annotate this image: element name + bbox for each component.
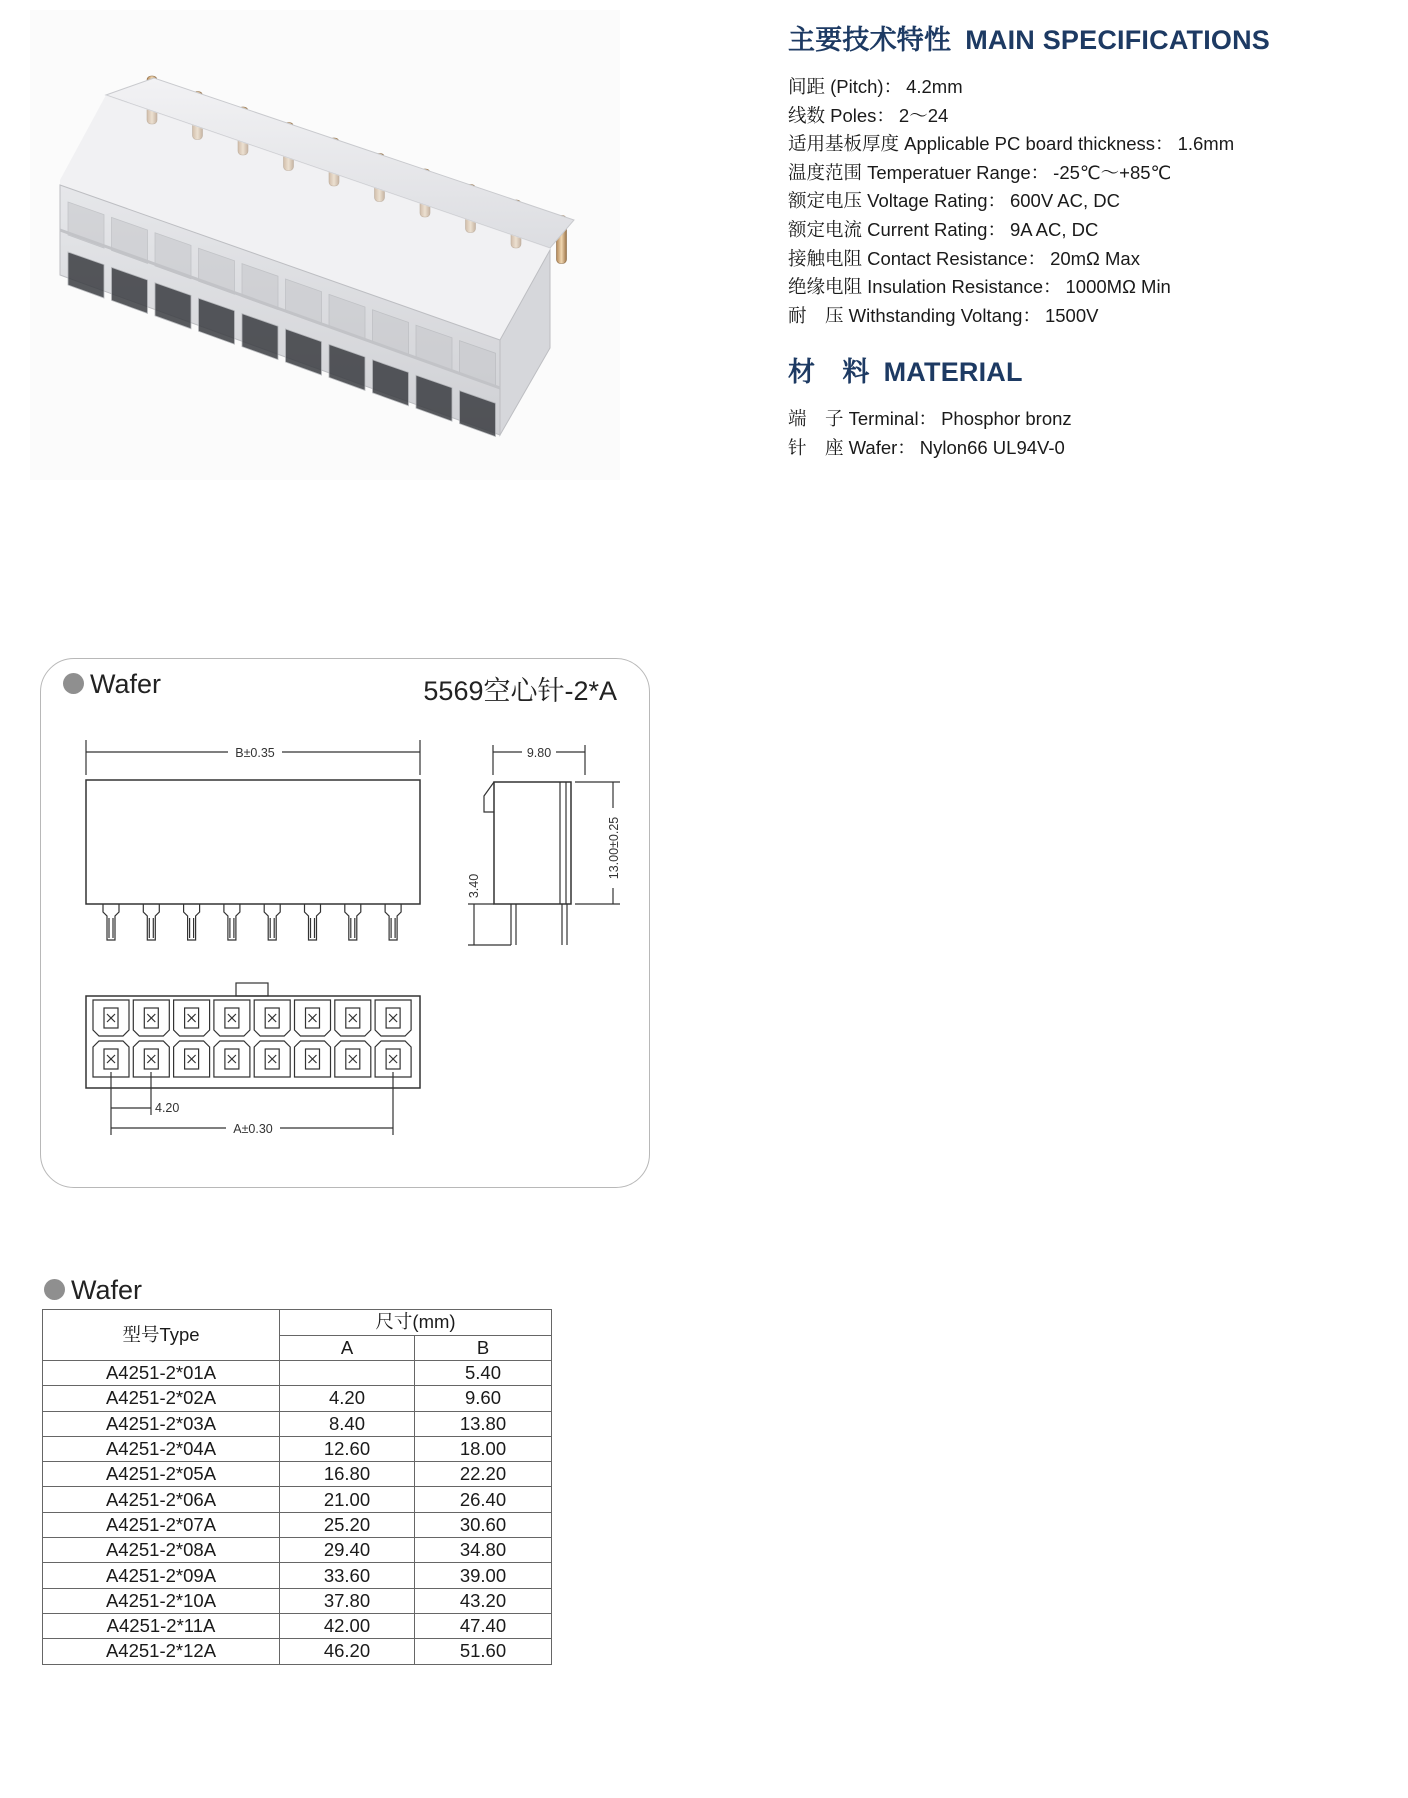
drawing-heading: Wafer bbox=[63, 669, 161, 700]
specifications-title-en: MAIN SPECIFICATIONS bbox=[965, 25, 1271, 55]
dimension-a: A±0.30 bbox=[233, 1122, 273, 1136]
spec-contact-resistance: 接触电阻 Contact Resistance： 20mΩ Max bbox=[788, 247, 1140, 269]
material-wafer: 针 座 Wafer： Nylon66 UL94V-0 bbox=[788, 436, 1065, 458]
header-a: A bbox=[280, 1335, 415, 1361]
table-row: A4251-2*03A 8.40 13.80 bbox=[43, 1411, 552, 1436]
table-row: A4251-2*04A 12.60 18.00 bbox=[43, 1436, 552, 1461]
material-list bbox=[788, 405, 1072, 462]
specifications-title-cn: 主要技术特性 bbox=[788, 25, 952, 55]
size-table bbox=[42, 1309, 552, 1665]
dimension-pitch: 4.20 bbox=[155, 1101, 180, 1115]
material-title bbox=[788, 350, 1023, 389]
table-row: A4251-2*01A 5.40 bbox=[43, 1361, 552, 1386]
drawing-panel bbox=[40, 658, 650, 1188]
table-row: A4251-2*08A 29.40 34.80 bbox=[43, 1538, 552, 1563]
table-row: A4251-2*07A 25.20 30.60 bbox=[43, 1512, 552, 1537]
table-heading: Wafer bbox=[44, 1275, 142, 1306]
bullet-icon bbox=[63, 673, 84, 694]
table-header-row bbox=[43, 1310, 552, 1336]
specifications-title bbox=[788, 18, 1270, 57]
material-terminal: 端 子 Terminal： Phosphor bronz bbox=[788, 408, 1072, 429]
drawing-model: 5569空心针-2*A bbox=[423, 676, 617, 706]
dimension-height: 13.00±0.25 bbox=[607, 816, 621, 880]
connector-photo bbox=[30, 10, 620, 540]
spec-temperature: 温度范围 Temperatuer Range： -25℃～+85℃ bbox=[788, 161, 1172, 183]
header-b: B bbox=[415, 1335, 552, 1361]
table-row: A4251-2*09A 33.60 39.00 bbox=[43, 1563, 552, 1588]
table-row: A4251-2*02A 4.20 9.60 bbox=[43, 1386, 552, 1411]
spec-poles: 线数 Poles： 2～24 bbox=[788, 104, 949, 126]
spec-pitch: 间距 (Pitch)： 4.2mm bbox=[788, 76, 963, 97]
dimension-side-width: 9.80 bbox=[526, 746, 552, 760]
header-size: 尺寸(mm) bbox=[280, 1310, 552, 1336]
spec-withstanding-voltage: 耐 压 Withstanding Voltang： 1500V bbox=[788, 304, 1099, 326]
table-row: A4251-2*05A 16.80 22.20 bbox=[43, 1462, 552, 1487]
spec-insulation-resistance: 绝缘电阻 Insulation Resistance： 1000MΩ Min bbox=[788, 276, 1171, 298]
table-row: A4251-2*12A 46.20 51.60 bbox=[43, 1639, 552, 1664]
table-row: A4251-2*11A 42.00 47.40 bbox=[43, 1613, 552, 1638]
spec-board-thickness: 适用基板厚度 Applicable PC board thickness： 1.6mm bbox=[788, 133, 1235, 155]
dimension-pin-length: 3.40 bbox=[467, 873, 481, 899]
bullet-icon bbox=[44, 1279, 65, 1300]
spec-current: 额定电流 Current Rating： 9A AC, DC bbox=[788, 218, 1099, 240]
dimension-b: B±0.35 bbox=[235, 746, 275, 760]
specifications-list bbox=[788, 73, 1234, 330]
table-row: A4251-2*10A 37.80 43.20 bbox=[43, 1588, 552, 1613]
spec-voltage: 额定电压 Voltage Rating： 600V AC, DC bbox=[788, 190, 1121, 212]
header-type: 型号Type bbox=[43, 1310, 280, 1361]
table-row: A4251-2*06A 21.00 26.40 bbox=[43, 1487, 552, 1512]
material-title-cn: 材 料 bbox=[788, 357, 870, 387]
material-title-en: MATERIAL bbox=[883, 357, 1023, 387]
